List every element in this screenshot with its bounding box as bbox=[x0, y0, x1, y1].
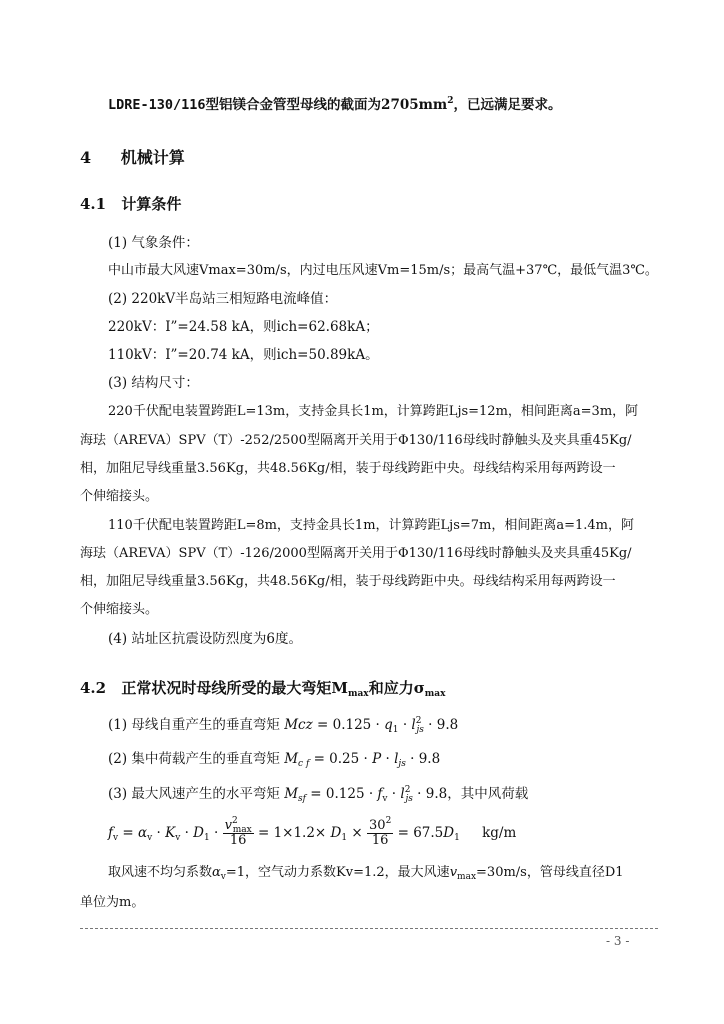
intro-tail: ，已远满足要求。 bbox=[453, 97, 562, 113]
condition-1-label: (1) 气象条件： bbox=[108, 235, 199, 251]
equation-4-formula: $f_v = \alpha_v \cdot K_v \cdot D_1$ · $\frac{v^2_{max}}{16}$ = $1\times 1.2\times D_1$ × $\frac{30^2}{16}$ = $67.5D_1$ bbox=[108, 816, 460, 848]
intro-text: 型铝镁合金管型母线的截面为2705mm bbox=[205, 97, 448, 113]
p220-line-3: 相，加阻尼导线重量3.56Kg，共48.56Kg/相，装于母线跨距中央。母线结构采用每两跨设一 bbox=[80, 461, 616, 476]
p220-line-1: 220千伏配电装置跨距L=13m，支持金具长1m，计算跨距Ljs=12m，相间距离a=3m，阿 bbox=[108, 404, 639, 419]
condition-1-text: 中山市最大风速Vmax=30m/s，内过电压风速Vm=15m/s；最高气温+37℃，最低气温3℃。 bbox=[108, 263, 658, 278]
wind-description-line-1: 取风速不均匀系数$\alpha_v=1$，空气动力系数Kv=1.2，最大风速$v_{max}=30m/s$，管母线直径D1 bbox=[108, 865, 624, 882]
heading-4-number: 4 bbox=[80, 148, 92, 167]
heading-4-2-number: 4.2 bbox=[80, 679, 107, 697]
p110-line-3: 相，加阻尼导线重量3.56Kg，共48.56Kg/相，装于母线跨距中央。母线结构采用每两跨设一 bbox=[80, 574, 616, 589]
equation-2 bbox=[108, 750, 440, 768]
heading-4-2 bbox=[80, 677, 445, 698]
condition-2-label: (2) 220kV半岛站三相短路电流峰值： bbox=[108, 291, 338, 307]
p110-line-4: 个伸缩接头。 bbox=[80, 602, 159, 617]
equation-2-label: (2) 集中荷载产生的垂直弯矩 bbox=[108, 751, 280, 767]
condition-4: (4) 站址区抗震设防烈度为6度。 bbox=[108, 631, 303, 647]
condition-3-label: (3) 结构尺寸： bbox=[108, 375, 199, 391]
equation-4 bbox=[108, 818, 516, 848]
equation-4-unit: kg/m bbox=[482, 825, 517, 841]
intro-line bbox=[108, 96, 561, 114]
equation-1 bbox=[108, 716, 458, 734]
p220-line-4: 个伸缩接头。 bbox=[80, 489, 159, 504]
p110-line-2: 海珐（AREVA）SPV（T）-126/2000型隔离开关用于Φ130/116母线时静触头及夹具重45Kg/ bbox=[80, 546, 632, 561]
heading-4-1 bbox=[80, 193, 181, 214]
equation-3-formula: $M_{sf} = 0.125 \cdot f_v \cdot l^2_{js} \cdot 9.8$ bbox=[284, 785, 448, 804]
page-number: - 3 - bbox=[606, 934, 630, 948]
equation-3 bbox=[108, 785, 528, 803]
heading-4-1-title: 计算条件 bbox=[121, 195, 182, 213]
condition-2-220kv: 220kV：I”=24.58 kA，则ich=62.68kA； bbox=[108, 319, 379, 335]
intro-model: LDRE-130/116 bbox=[108, 97, 206, 113]
heading-4-2-title: 正常状况时母线所受的最大弯矩$M_{max}$和应力$\sigma_{max}$ bbox=[121, 679, 446, 699]
equation-1-label: (1) 母线自重产生的垂直弯矩 bbox=[108, 717, 280, 733]
intro-sup: 2 bbox=[447, 96, 454, 106]
equation-1-formula: Mcz = $0.125 \cdot q_1 \cdot l^2_{js} \cdot 9.8$ bbox=[284, 716, 459, 735]
wind-description-line-2: 单位为m。 bbox=[80, 895, 145, 910]
heading-4-1-number: 4.1 bbox=[80, 195, 107, 213]
condition-2-110kv: 110kV：I”=20.74 kA，则ich=50.89kA。 bbox=[108, 347, 379, 363]
heading-4-title: 机械计算 bbox=[120, 148, 185, 167]
equation-3-tail: ，其中风荷载 bbox=[447, 786, 529, 802]
heading-4 bbox=[80, 145, 185, 168]
p220-line-2: 海珐（AREVA）SPV（T）-252/2500型隔离开关用于Φ130/116母线时静触头及夹具重45Kg/ bbox=[80, 433, 632, 448]
equation-2-formula: $M_{c f} = 0.25 \cdot P \cdot l_{js} \cdot 9.8$ bbox=[284, 751, 441, 769]
equation-3-label: (3) 最大风速产生的水平弯矩 bbox=[108, 786, 280, 802]
p110-line-1: 110千伏配电装置跨距L=8m，支持金具长1m，计算跨距Ljs=7m，相间距离a=1.4m，阿 bbox=[108, 518, 635, 533]
footer-divider bbox=[80, 928, 658, 929]
